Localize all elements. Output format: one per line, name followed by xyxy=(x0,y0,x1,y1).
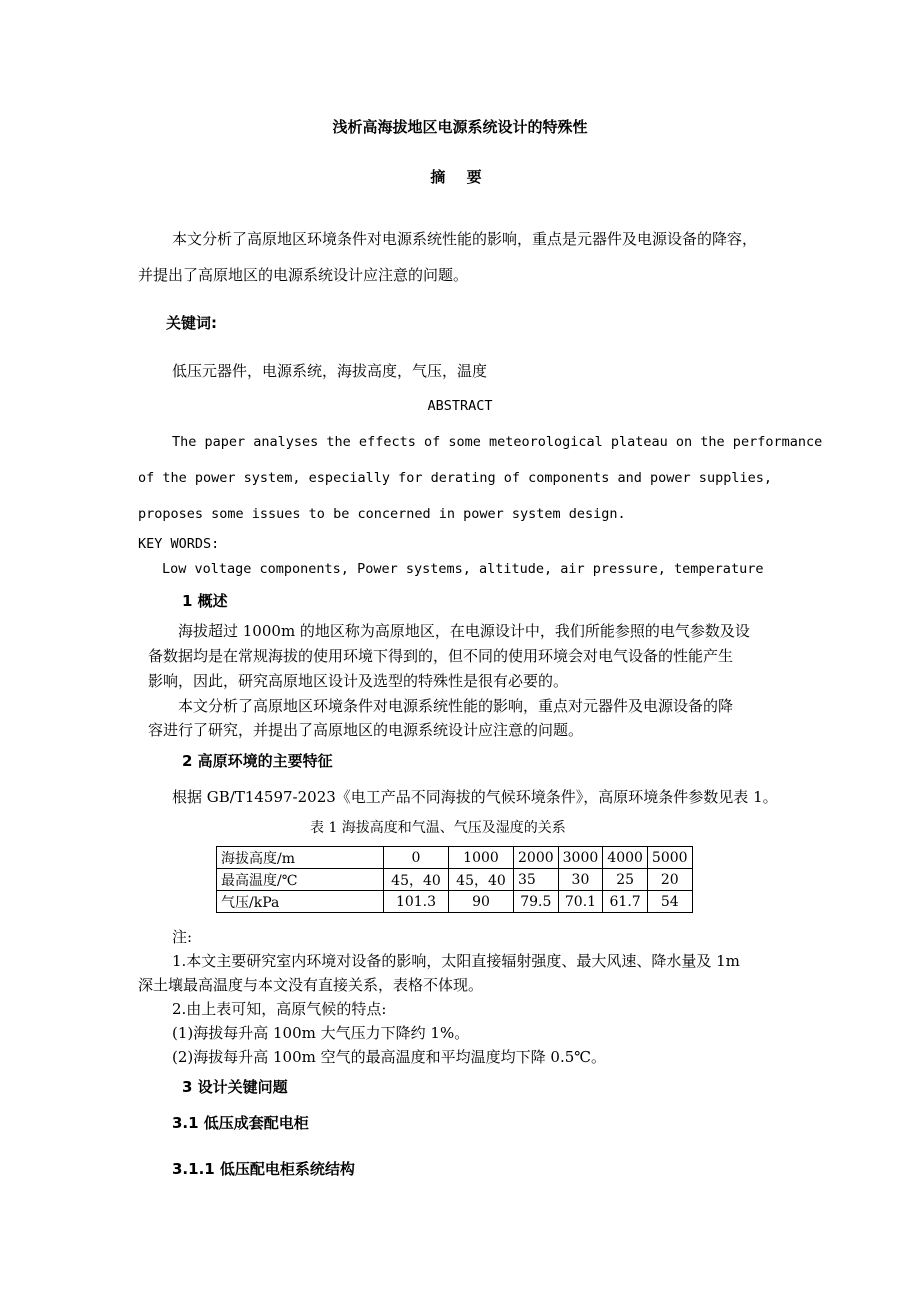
table-row xyxy=(217,891,693,913)
section-1-p1-line-2: 备数据均是在常规海拔的使用环境下得到的，但不同的使用环境会对电气设备的性能产生 xyxy=(148,647,734,665)
table-cell: 25 xyxy=(603,869,648,891)
note-2-item-2: (2)海拔每升高 100m 空气的最高温度和平均温度均下降 0.5℃。 xyxy=(172,1048,607,1066)
table-cell: 20 xyxy=(647,869,692,891)
table-cell: 101.3 xyxy=(384,891,449,913)
table-cell: 最高温度/℃ xyxy=(217,869,384,891)
section-3-1-1-heading: 3.1.1 低压配电柜系统结构 xyxy=(172,1160,355,1178)
table-cell: 气压/kPa xyxy=(217,891,384,913)
abstract-en-line-3: proposes some issues to be concerned in power system design. xyxy=(138,506,626,522)
table-cell: 54 xyxy=(647,891,692,913)
table-cell: 45，40 xyxy=(449,869,514,891)
abstract-en-line-1: The paper analyses the effects of some meteorological plateau on the performance xyxy=(172,434,823,450)
section-1-p1-line-1: 海拔超过 1000m 的地区称为高原地区，在电源设计中，我们所能参照的电气参数及设 xyxy=(178,622,750,640)
note-2-item-1: (1)海拔每升高 100m 大气压力下降约 1%。 xyxy=(172,1024,470,1042)
section-1-p1-line-3: 影响，因此，研究高原地区设计及选型的特殊性是很有必要的。 xyxy=(148,672,569,690)
note-label: 注: xyxy=(172,928,193,946)
table-cell: 45，40 xyxy=(384,869,449,891)
table-cell: 海拔高度/m xyxy=(217,847,384,869)
abstract-heading: 摘 要 xyxy=(430,168,490,186)
document-title: 浅析高海拔地区电源系统设计的特殊性 xyxy=(332,118,588,136)
note-1-line-1: 1.本文主要研究室内环境对设备的影响，太阳直接辐射强度、最大风速、降水量及 1m xyxy=(172,952,740,970)
table-row xyxy=(217,869,693,891)
section-1-p2-line-1: 本文分析了高原地区环境条件对电源系统性能的影响，重点对元器件及电源设备的降 xyxy=(178,697,734,715)
table-cell: 3000 xyxy=(558,847,603,869)
abstract-en-heading: ABSTRACT xyxy=(427,398,493,414)
altitude-table xyxy=(216,846,693,913)
table-cell: 70.1 xyxy=(558,891,603,913)
table-cell: 1000 xyxy=(449,847,514,869)
keywords-cn-text: 低压元器件，电源系统，海拔高度，气压，温度 xyxy=(172,362,488,380)
keywords-en-label: KEY WORDS: xyxy=(138,536,220,552)
table-cell: 4000 xyxy=(603,847,648,869)
note-1-line-2: 深土壤最高温度与本文没有直接关系，表格不体现。 xyxy=(138,976,484,994)
abstract-en-line-2: of the power system, especially for derating of components and power supplies, xyxy=(138,470,772,486)
keywords-en-text: Low voltage components, Power systems, altitude, air pressure, temperature xyxy=(162,561,764,577)
section-3-heading: 3 设计关键问题 xyxy=(182,1078,288,1096)
table-cell: 90 xyxy=(449,891,514,913)
table-cell: 79.5 xyxy=(514,891,559,913)
section-2-heading: 2 高原环境的主要特征 xyxy=(182,752,333,770)
table-cell: 2000 xyxy=(514,847,559,869)
table-cell: 61.7 xyxy=(603,891,648,913)
table-cell: 5000 xyxy=(647,847,692,869)
abstract-cn-line-2: 并提出了高原地区的电源系统设计应注意的问题。 xyxy=(138,266,469,284)
table-row xyxy=(217,847,693,869)
table-cell: 0 xyxy=(384,847,449,869)
table-caption: 表 1 海拔高度和气温、气压及湿度的关系 xyxy=(310,820,566,836)
table-cell: 35 xyxy=(514,869,559,891)
note-2: 2.由上表可知，高原气候的特点: xyxy=(172,1000,387,1018)
table-cell: 30 xyxy=(558,869,603,891)
section-1-heading: 1 概述 xyxy=(182,592,228,610)
section-1-p2-line-2: 容进行了研究，并提出了高原地区的电源系统设计应注意的问题。 xyxy=(148,721,584,739)
section-2-intro: 根据 GB/T14597-2023《电工产品不同海拔的气候环境条件》，高原环境条件参数见表 1。 xyxy=(172,788,778,806)
section-3-1-heading: 3.1 低压成套配电柜 xyxy=(172,1114,309,1132)
abstract-cn-line-1: 本文分析了高原地区环境条件对电源系统性能的影响，重点是元器件及电源设备的降容， xyxy=(172,230,758,248)
keywords-cn-label: 关键词: xyxy=(166,314,217,332)
